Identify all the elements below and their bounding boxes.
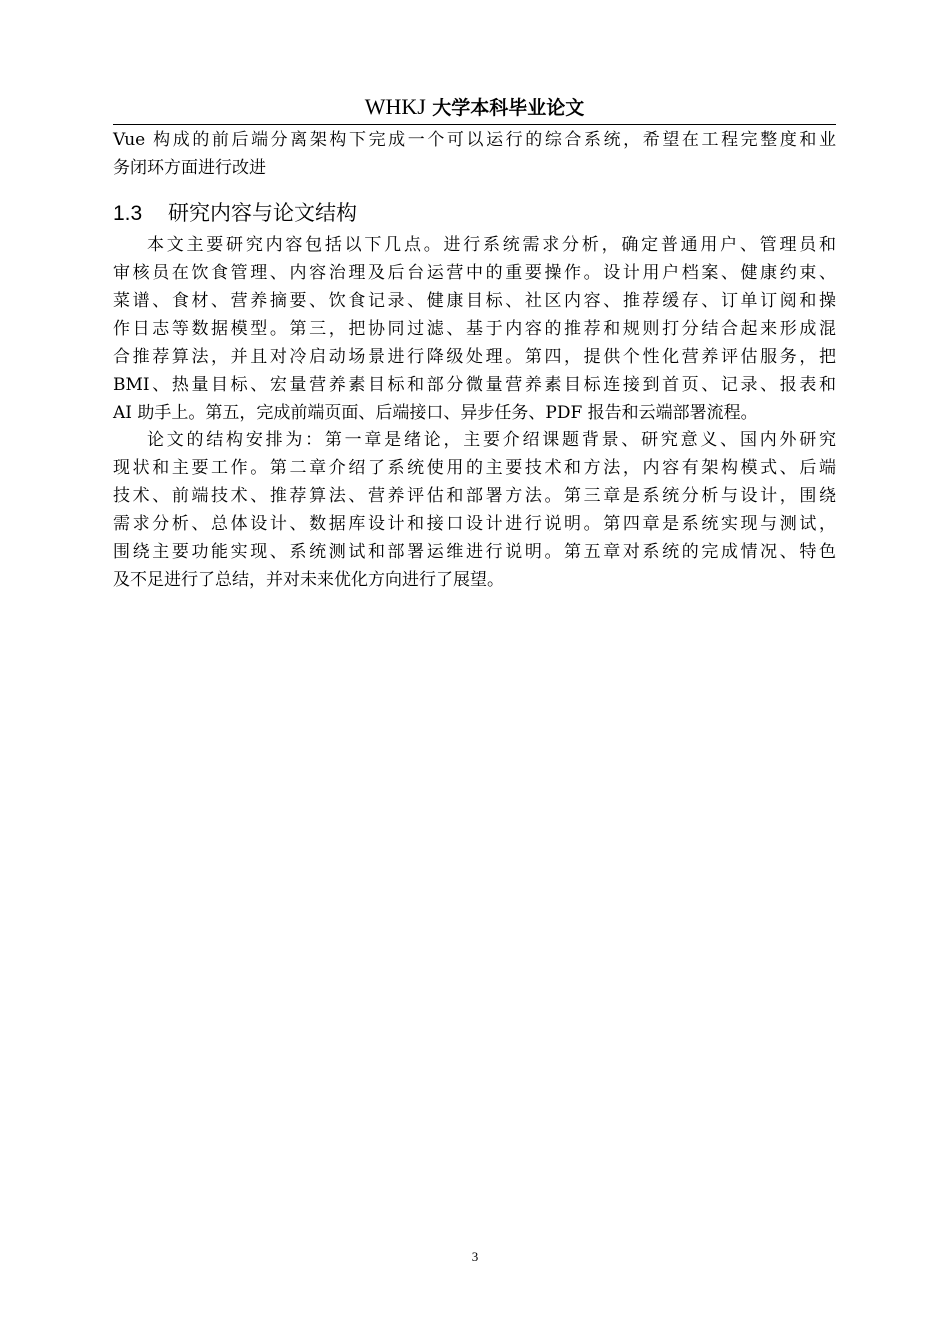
text-line: 务闭环方面进行改进: [113, 158, 266, 178]
text-line: 论文的结构安排为：第一章是绪论，主要介绍课题背景、研究意义、国内外研究: [147, 430, 836, 450]
running-header: [113, 94, 836, 121]
continued-paragraph: [113, 126, 836, 182]
header-school-code: WHKJ: [364, 94, 426, 119]
section-heading: [113, 198, 357, 229]
research-content-paragraph: [113, 231, 836, 427]
text-line: 技术、前端技术、推荐算法、营养评估和部署方法。第三章是系统分析与设计，围绕: [113, 486, 836, 506]
text-line: 合推荐算法，并且对冷启动场景进行降级处理。第四，提供个性化营养评估服务，把: [113, 347, 836, 367]
text-line: 现状和主要工作。第二章介绍了系统使用的主要技术和方法，内容有架构模式、后端: [113, 458, 836, 478]
header-divider: [113, 124, 836, 125]
header-thesis-label: 大学本科毕业论文: [432, 97, 585, 119]
text-line: 作日志等数据模型。第三，把协同过滤、基于内容的推荐和规则打分结合起来形成混: [113, 319, 836, 339]
section-title: 研究内容与论文结构: [168, 201, 357, 225]
text-line: 围绕主要功能实现、系统测试和部署运维进行说明。第五章对系统的完成情况、特色: [113, 542, 836, 562]
text-line: 需求分析、总体设计、数据库设计和接口设计进行说明。第四章是系统实现与测试，: [113, 514, 836, 534]
text-line: 审核员在饮食管理、内容治理及后台运营中的重要操作。设计用户档案、健康约束、: [113, 263, 836, 283]
section-number: 1.3: [113, 202, 143, 225]
text-line: AI 助手上。第五，完成前端页面、后端接口、异步任务、PDF 报告和云端部署流程。: [113, 403, 758, 423]
page-number: 3: [471, 1249, 479, 1264]
text-line: Vue 构成的前后端分离架构下完成一个可以运行的综合系统，希望在工程完整度和业: [113, 130, 836, 150]
text-line: 菜谱、食材、营养摘要、饮食记录、健康目标、社区内容、推荐缓存、订单订阅和操: [113, 291, 836, 311]
text-line: BMI、热量目标、宏量营养素目标和部分微量营养素目标连接到首页、记录、报表和: [113, 375, 836, 395]
text-line: 及不足进行了总结，并对未来优化方向进行了展望。: [113, 570, 504, 590]
thesis-structure-paragraph: [113, 426, 836, 594]
text-line: 本文主要研究内容包括以下几点。进行系统需求分析，确定普通用户、管理员和: [147, 235, 836, 255]
